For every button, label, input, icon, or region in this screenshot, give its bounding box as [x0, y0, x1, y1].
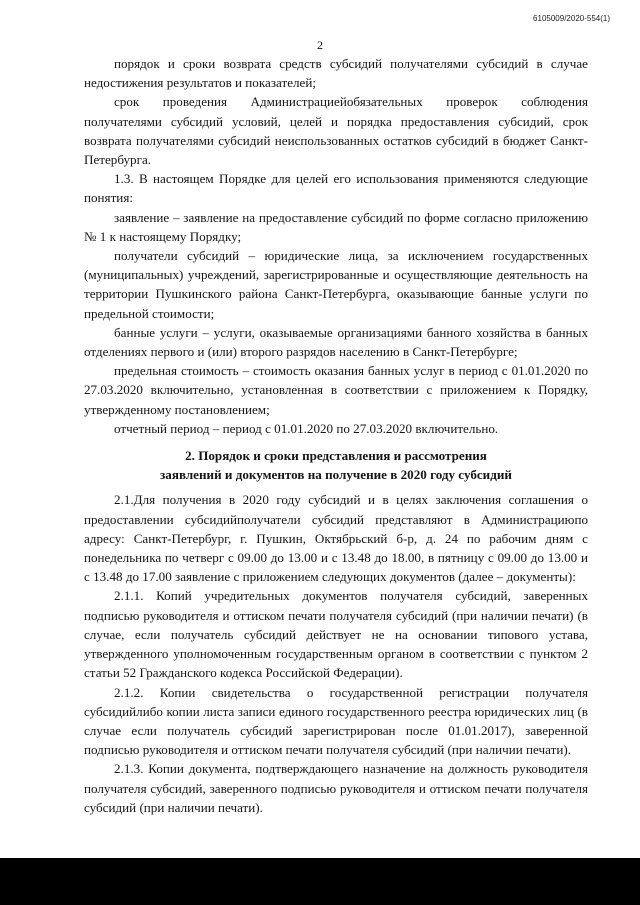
document-number: 6105009/2020-554(1) — [533, 14, 610, 23]
paragraph: банные услуги – услуги, оказываемые организациями банного хозяйства в банных отделениях первого и (или) второго разрядов населению в Санкт-Петербурге; — [84, 324, 588, 360]
paragraph: 2.1.1. Копий учредительных документов получателя субсидий, заверенных подписью руководителя и оттиском печати получателя субсидий (при наличии печати) (в случае, если получатель субсидий действует не на основании типового устава, утвержденного уполномоченным государственным органом в соответствии с пунктом 2 статьи 52 Гражданского кодекса Российской Федерации). — [84, 588, 588, 681]
paragraph: 1.3. В настоящем Порядке для целей его использования применяются следующие понятия: — [84, 171, 588, 206]
paragraph: получатели субсидий – юридические лица, за исключением государственных (муниципальных) учреждений, зарегистрированные и осуществляющие деятельность на территории Пушкинского района Санкт-Петербурга, оказывающие банные услуги по предельной стоимости; — [84, 248, 588, 321]
section-heading — [84, 446, 588, 484]
page-number: 2 — [317, 38, 323, 52]
document-body — [84, 54, 588, 817]
section-heading-line: 2. Порядок и сроки представления и рассмотрения — [185, 448, 487, 464]
paragraph: 2.1.2. Копии свидетельства о государственной регистрации получателя субсидийлибо копии листа записи единого государственного реестра юридических лиц (в случае если получатель субсидий зарегистрирован после 01.01.2017), заверенной подписью руководителя и оттиском печати получателя субсидий (при наличии печати). — [84, 684, 588, 758]
section-heading-line: заявлений и документов на получение в 2020 году субсидий — [160, 467, 512, 483]
paragraph: порядок и сроки возврата средств субсидий получателями субсидий в случае недостижения результатов и показателей; — [84, 56, 588, 91]
paragraph: предельная стоимость – стоимость оказания банных услуг в период с 01.01.2020 по 27.03.2020 включительно, установленная в соответствии с приложением к Порядку, утвержденному постановлением; — [84, 363, 588, 417]
paragraph: 2.1.3. Копии документа, подтверждающего назначение на должность руководителя получателя субсидий, заверенного подписью руководителя и оттиском печати получателя субсидий (при наличии печати). — [84, 761, 588, 815]
paragraph: 2.1.Для получения в 2020 году субсидий и в целях заключения соглашения о предоставлении субсидийполучатели субсидий представляют в Администрациюпо адресу: Санкт-Петербург, г. Пушкин, Октябрьский б-р, д. 24 по рабочим дням с понедельника по четверг с 09.00 до 13.00 и с 13.48 до 18.00, в пятницу с 09.00 до 13.00 и с 13.48 до 17.00 заявление с приложением следующих документов (далее – документы): — [84, 492, 588, 585]
paragraph: заявление – заявление на предоставление субсидий по форме согласно приложению № 1 к настоящему Порядку; — [84, 209, 588, 244]
paragraph: срок проведения Администрациейобязательных проверок соблюдения получателями субсидий условий, целей и порядка предоставления субсидий, срок возврата получателями субсидий неиспользованных остатков субсидий в бюджет Санкт-Петербурга. — [84, 94, 588, 168]
paragraph: отчетный период – период с 01.01.2020 по 27.03.2020 включительно. — [114, 420, 499, 436]
